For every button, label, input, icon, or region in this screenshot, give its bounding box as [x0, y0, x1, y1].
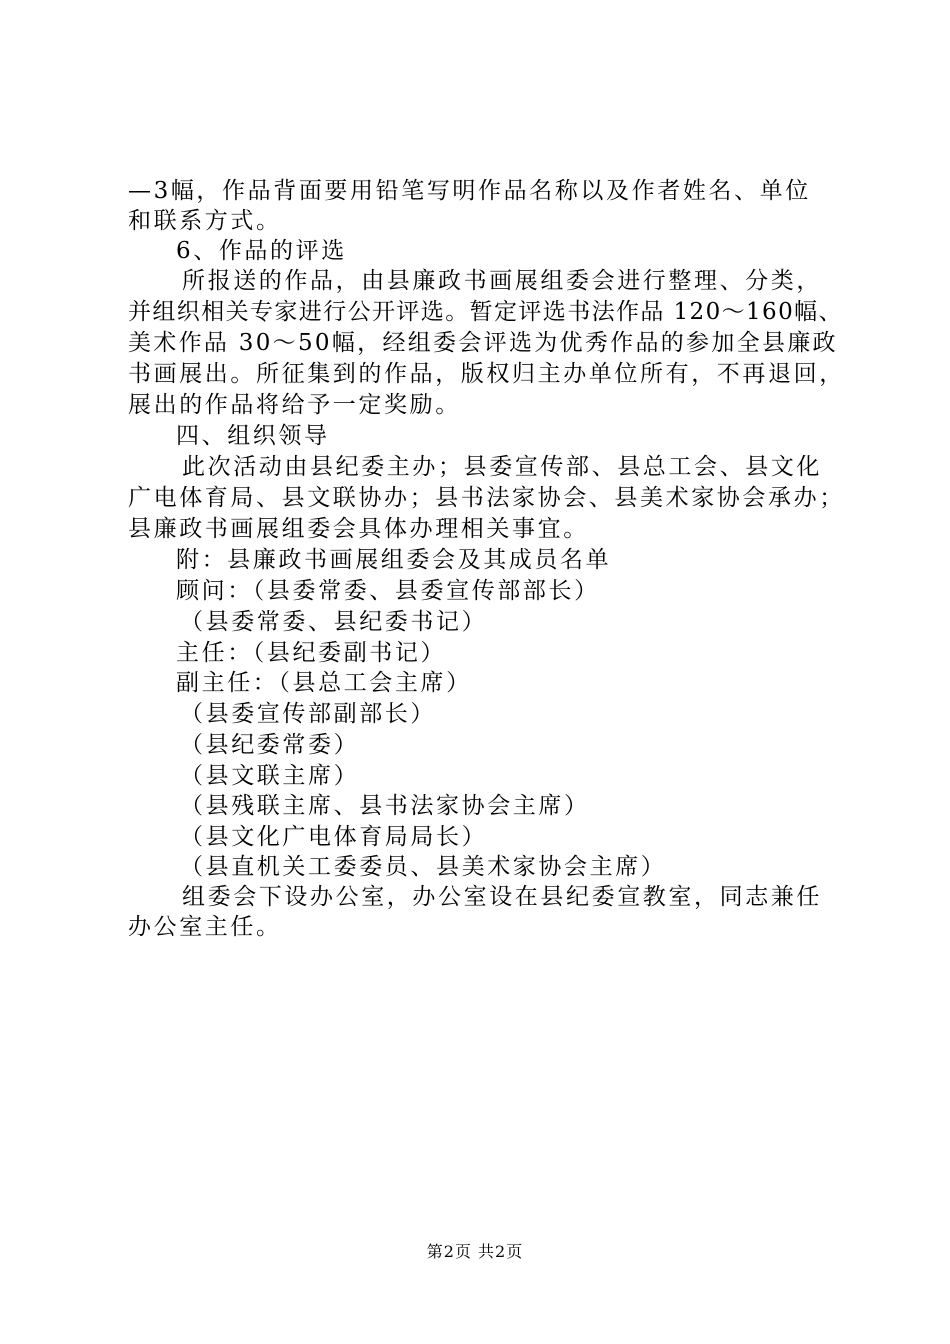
body-line: 组委会下设办公室，办公室设在县纪委宣教室，同志兼任 [182, 884, 822, 910]
section-heading: 6、作品的评选 [176, 238, 347, 264]
member-line: （县委常委、县纪委书记） [180, 609, 488, 635]
body-line: 广电体育局、县文联协办；县书法家协会、县美术家协会承办； [128, 485, 845, 511]
member-line: （县文联主席） [180, 763, 360, 789]
member-line: （县文化广电体育局局长） [180, 824, 488, 850]
member-line: 主任：（县纪委副书记） [176, 640, 447, 666]
member-line: （县委宣传部副部长） [180, 701, 436, 727]
page-footer: 第2页 共2页 [426, 1242, 524, 1261]
member-line: （县残联主席、县书法家协会主席） [180, 793, 590, 819]
member-line: （县直机关工委委员、县美术家协会主席） [180, 854, 667, 880]
member-line: （县纪委常委） [180, 732, 360, 758]
body-line: 和联系方式。 [128, 208, 282, 234]
member-line: 副主任：（县总工会主席） [176, 670, 472, 696]
body-line: 展出的作品将给予一定奖励。 [128, 392, 461, 418]
body-line: 书画展出。所征集到的作品，版权归主办单位所有，不再退回， [128, 361, 845, 387]
body-line: 县廉政书画展组委会具体办理相关事宜。 [128, 516, 589, 542]
appendix-title: 附：县廉政书画展组委会及其成员名单 [176, 547, 612, 573]
body-line: 此次活动由县纪委主办；县委宣传部、县总工会、县文化 [182, 454, 822, 480]
body-line: 所报送的作品，由县廉政书画展组委会进行整理、分类， [182, 268, 822, 294]
section-heading: 四、组织领导 [176, 423, 330, 449]
body-line: 并组织相关专家进行公开评选。暂定评选书法作品 120～160幅、 [128, 299, 843, 325]
body-line: —3幅，作品背面要用铅笔写明作品名称以及作者姓名、单位 [128, 178, 811, 204]
member-line: 顾问：（县委常委、县委宣传部部长） [176, 578, 600, 604]
body-line: 美术作品 30～50幅，经组委会评选为优秀作品的参加全县廉政 [128, 330, 838, 356]
body-line: 办公室主任。 [128, 914, 282, 940]
